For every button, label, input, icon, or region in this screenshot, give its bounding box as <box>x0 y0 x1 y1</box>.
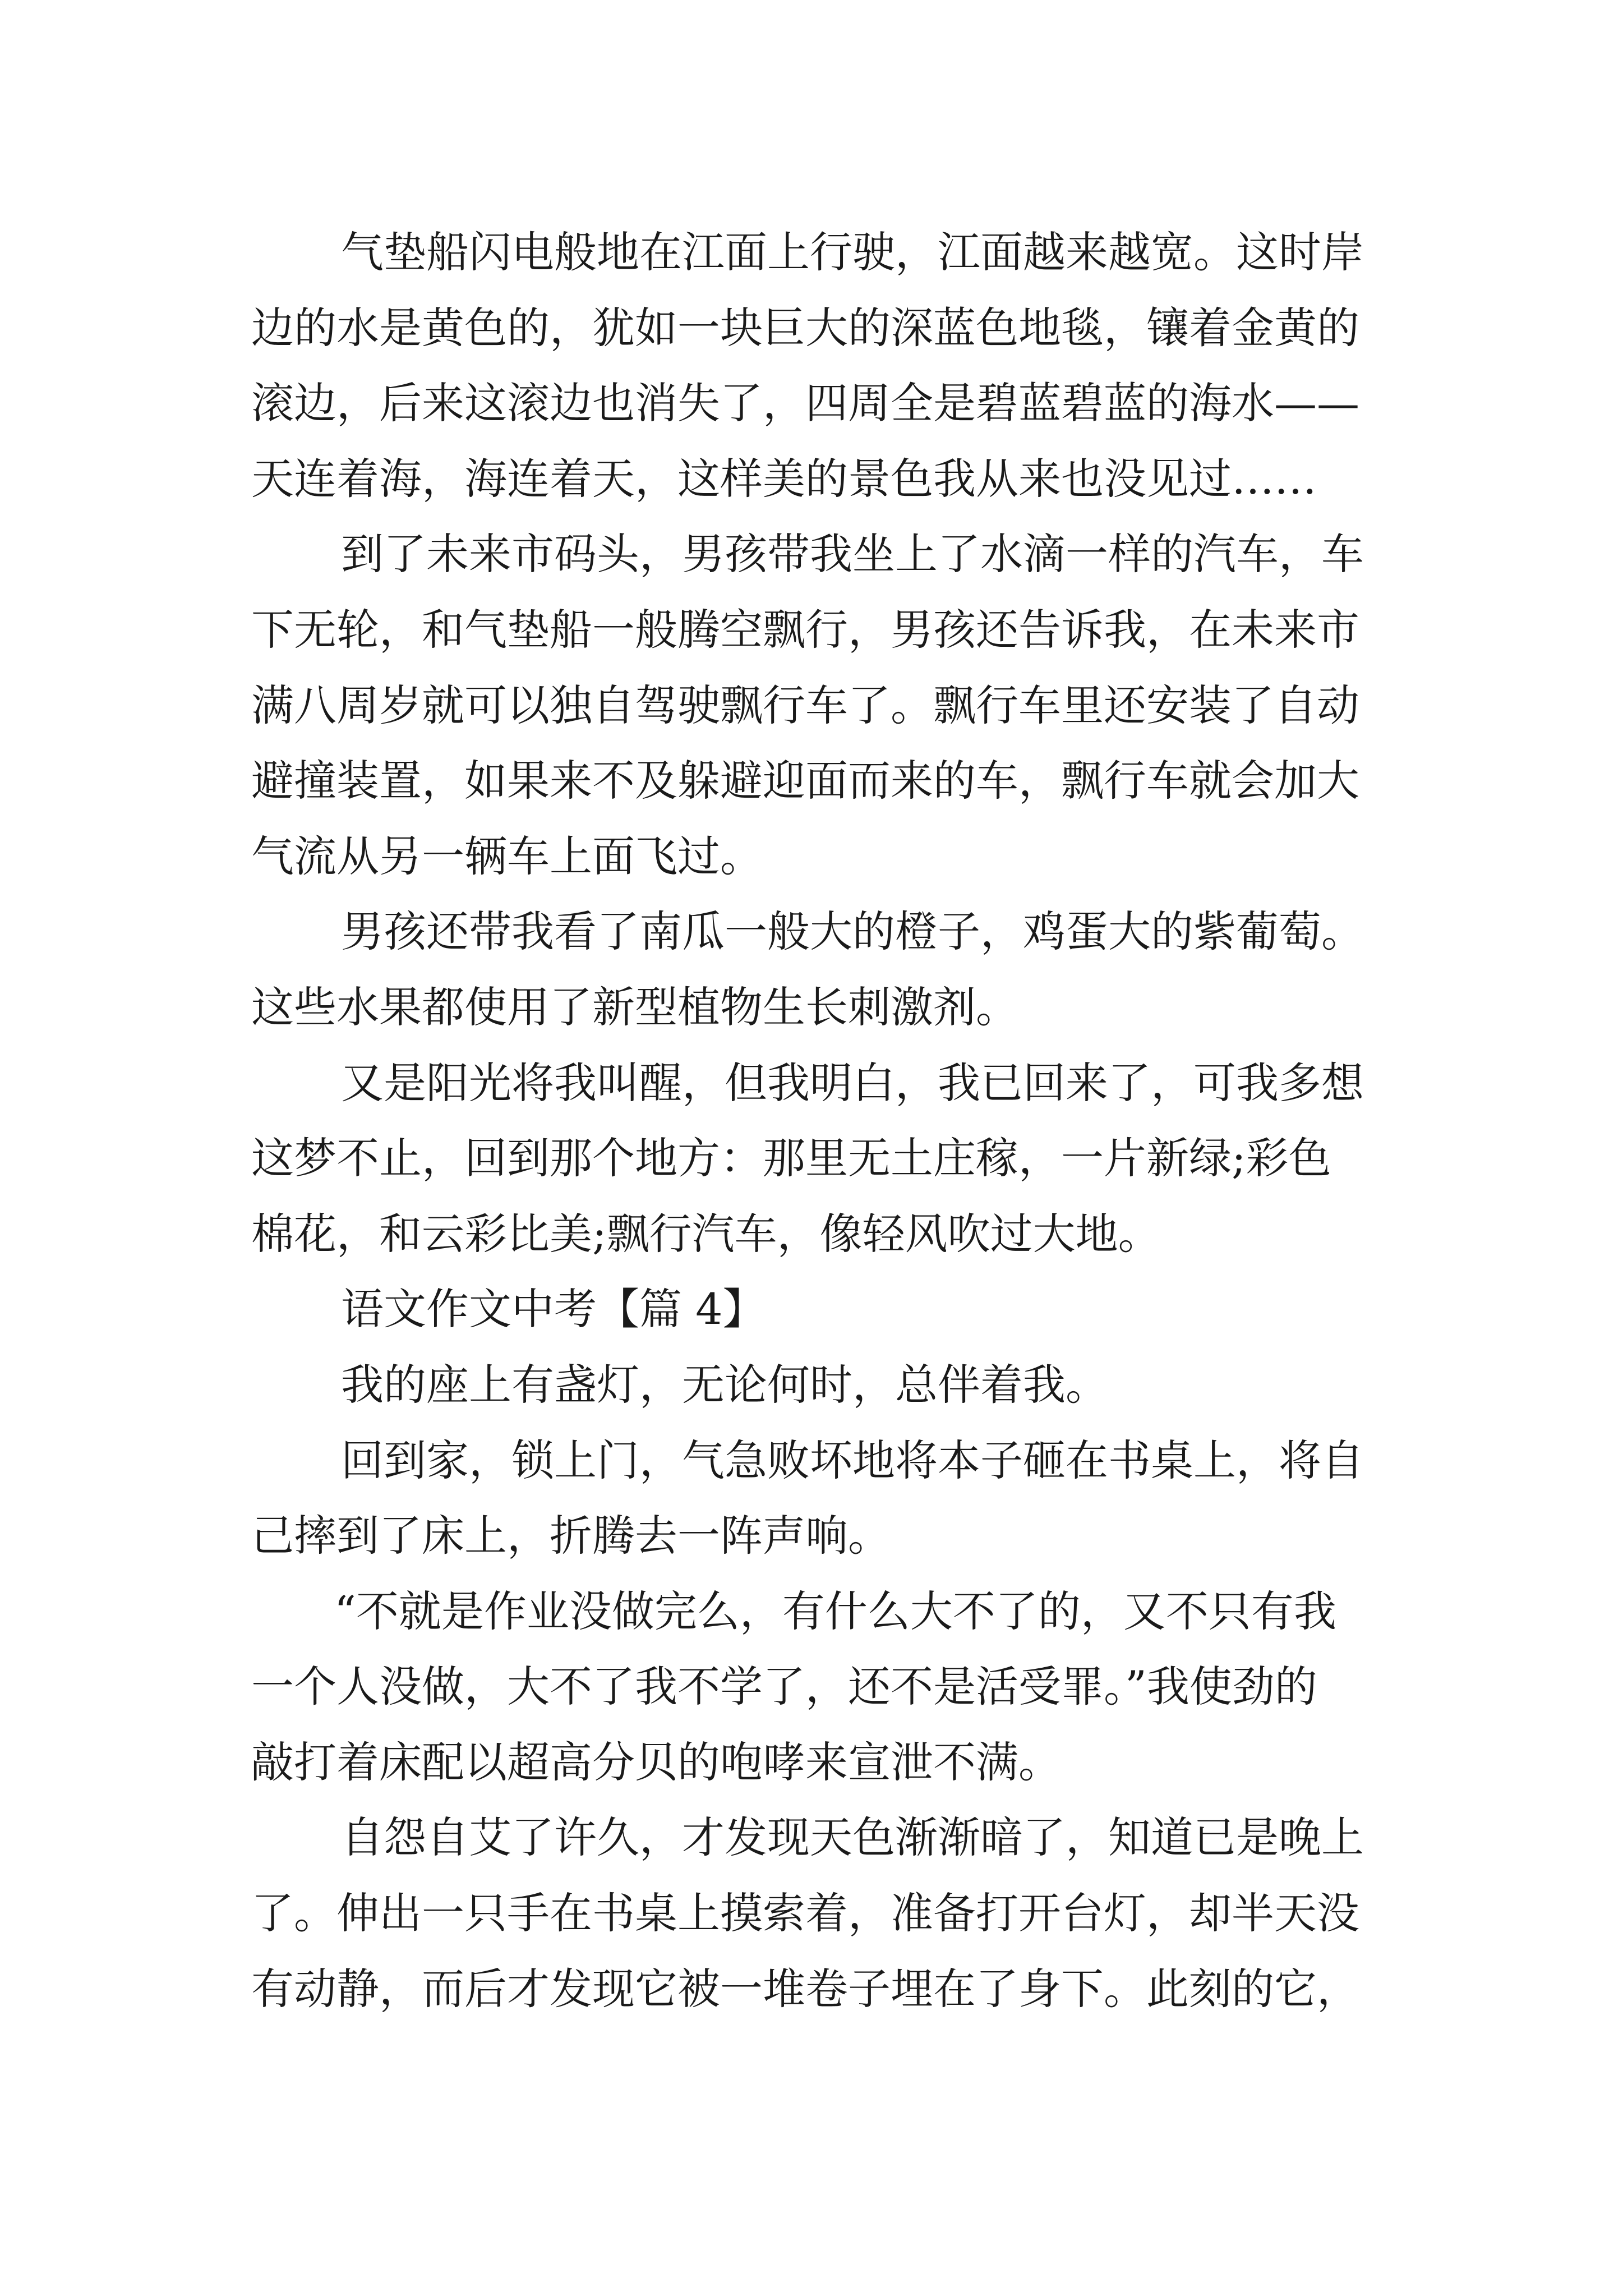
text-line: 一个人没做，大不了我不学了，还不是活受罪。”我使劲的 <box>251 1662 1317 1712</box>
text-line: 又是阳光将我叫醒，但我明白，我已回来了，可我多想 <box>341 1057 1364 1108</box>
text-line: 棉花，和云彩比美;飘行汽车，像轻风吹过大地。 <box>251 1208 1161 1259</box>
text-line: 有动静，而后才发现它被一堆卷子埋在了身下。此刻的它， <box>251 1963 1359 2014</box>
text-line: 这些水果都使用了新型植物生长刺激剂。 <box>251 982 1018 1032</box>
text-line: 气垫船闪电般地在江面上行驶，江面越来越宽。这时岸 <box>341 227 1364 277</box>
text-line: 了。伸出一只手在书桌上摸索着，准备打开台灯，却半天没 <box>251 1888 1359 1939</box>
text-line: 男孩还带我看了南瓜一般大的橙子，鸡蛋大的紫葡萄。 <box>341 907 1364 957</box>
text-line: 到了未来市码头，男孩带我坐上了水滴一样的汽车，车 <box>341 529 1364 579</box>
text-line: 这梦不止，回到那个地方：那里无土庄稼，一片新绿;彩色 <box>251 1133 1331 1184</box>
text-line: 边的水是黄色的，犹如一块巨大的深蓝色地毯，镶着金黄的 <box>251 302 1359 353</box>
text-line: 气流从另一辆车上面飞过。 <box>251 831 763 881</box>
document-body <box>251 215 1395 2027</box>
text-line: 己摔到了床上，折腾去一阵声响。 <box>251 1511 891 1561</box>
text-line: 天连着海，海连着天，这样美的景色我从来也没见过…… <box>251 453 1317 504</box>
text-line: 避撞装置，如果来不及躲避迎面而来的车，飘行车就会加大 <box>251 756 1359 806</box>
section-heading: 语文作文中考【篇 4】 <box>341 1284 766 1335</box>
text-line: 满八周岁就可以独自驾驶飘行车了。飘行车里还安装了自动 <box>251 680 1359 730</box>
text-line: 自怨自艾了许久，才发现天色渐渐暗了，知道已是晚上 <box>341 1812 1364 1863</box>
text-line: 下无轮，和气垫船一般腾空飘行，男孩还告诉我，在未来市 <box>251 604 1359 655</box>
text-line: 敲打着床配以超高分贝的咆哮来宣泄不满。 <box>251 1737 1061 1787</box>
text-line: 滚边，后来这滚边也消失了，四周全是碧蓝碧蓝的海水—— <box>251 378 1359 429</box>
text-line: 回到家，锁上门，气急败坏地将本子砸在书桌上，将自 <box>341 1435 1364 1485</box>
text-line: 我的座上有盏灯，无论何时，总伴着我。 <box>341 1359 1108 1410</box>
text-line: “不就是作业没做完么，有什么大不了的，又不只有我 <box>334 1586 1336 1636</box>
